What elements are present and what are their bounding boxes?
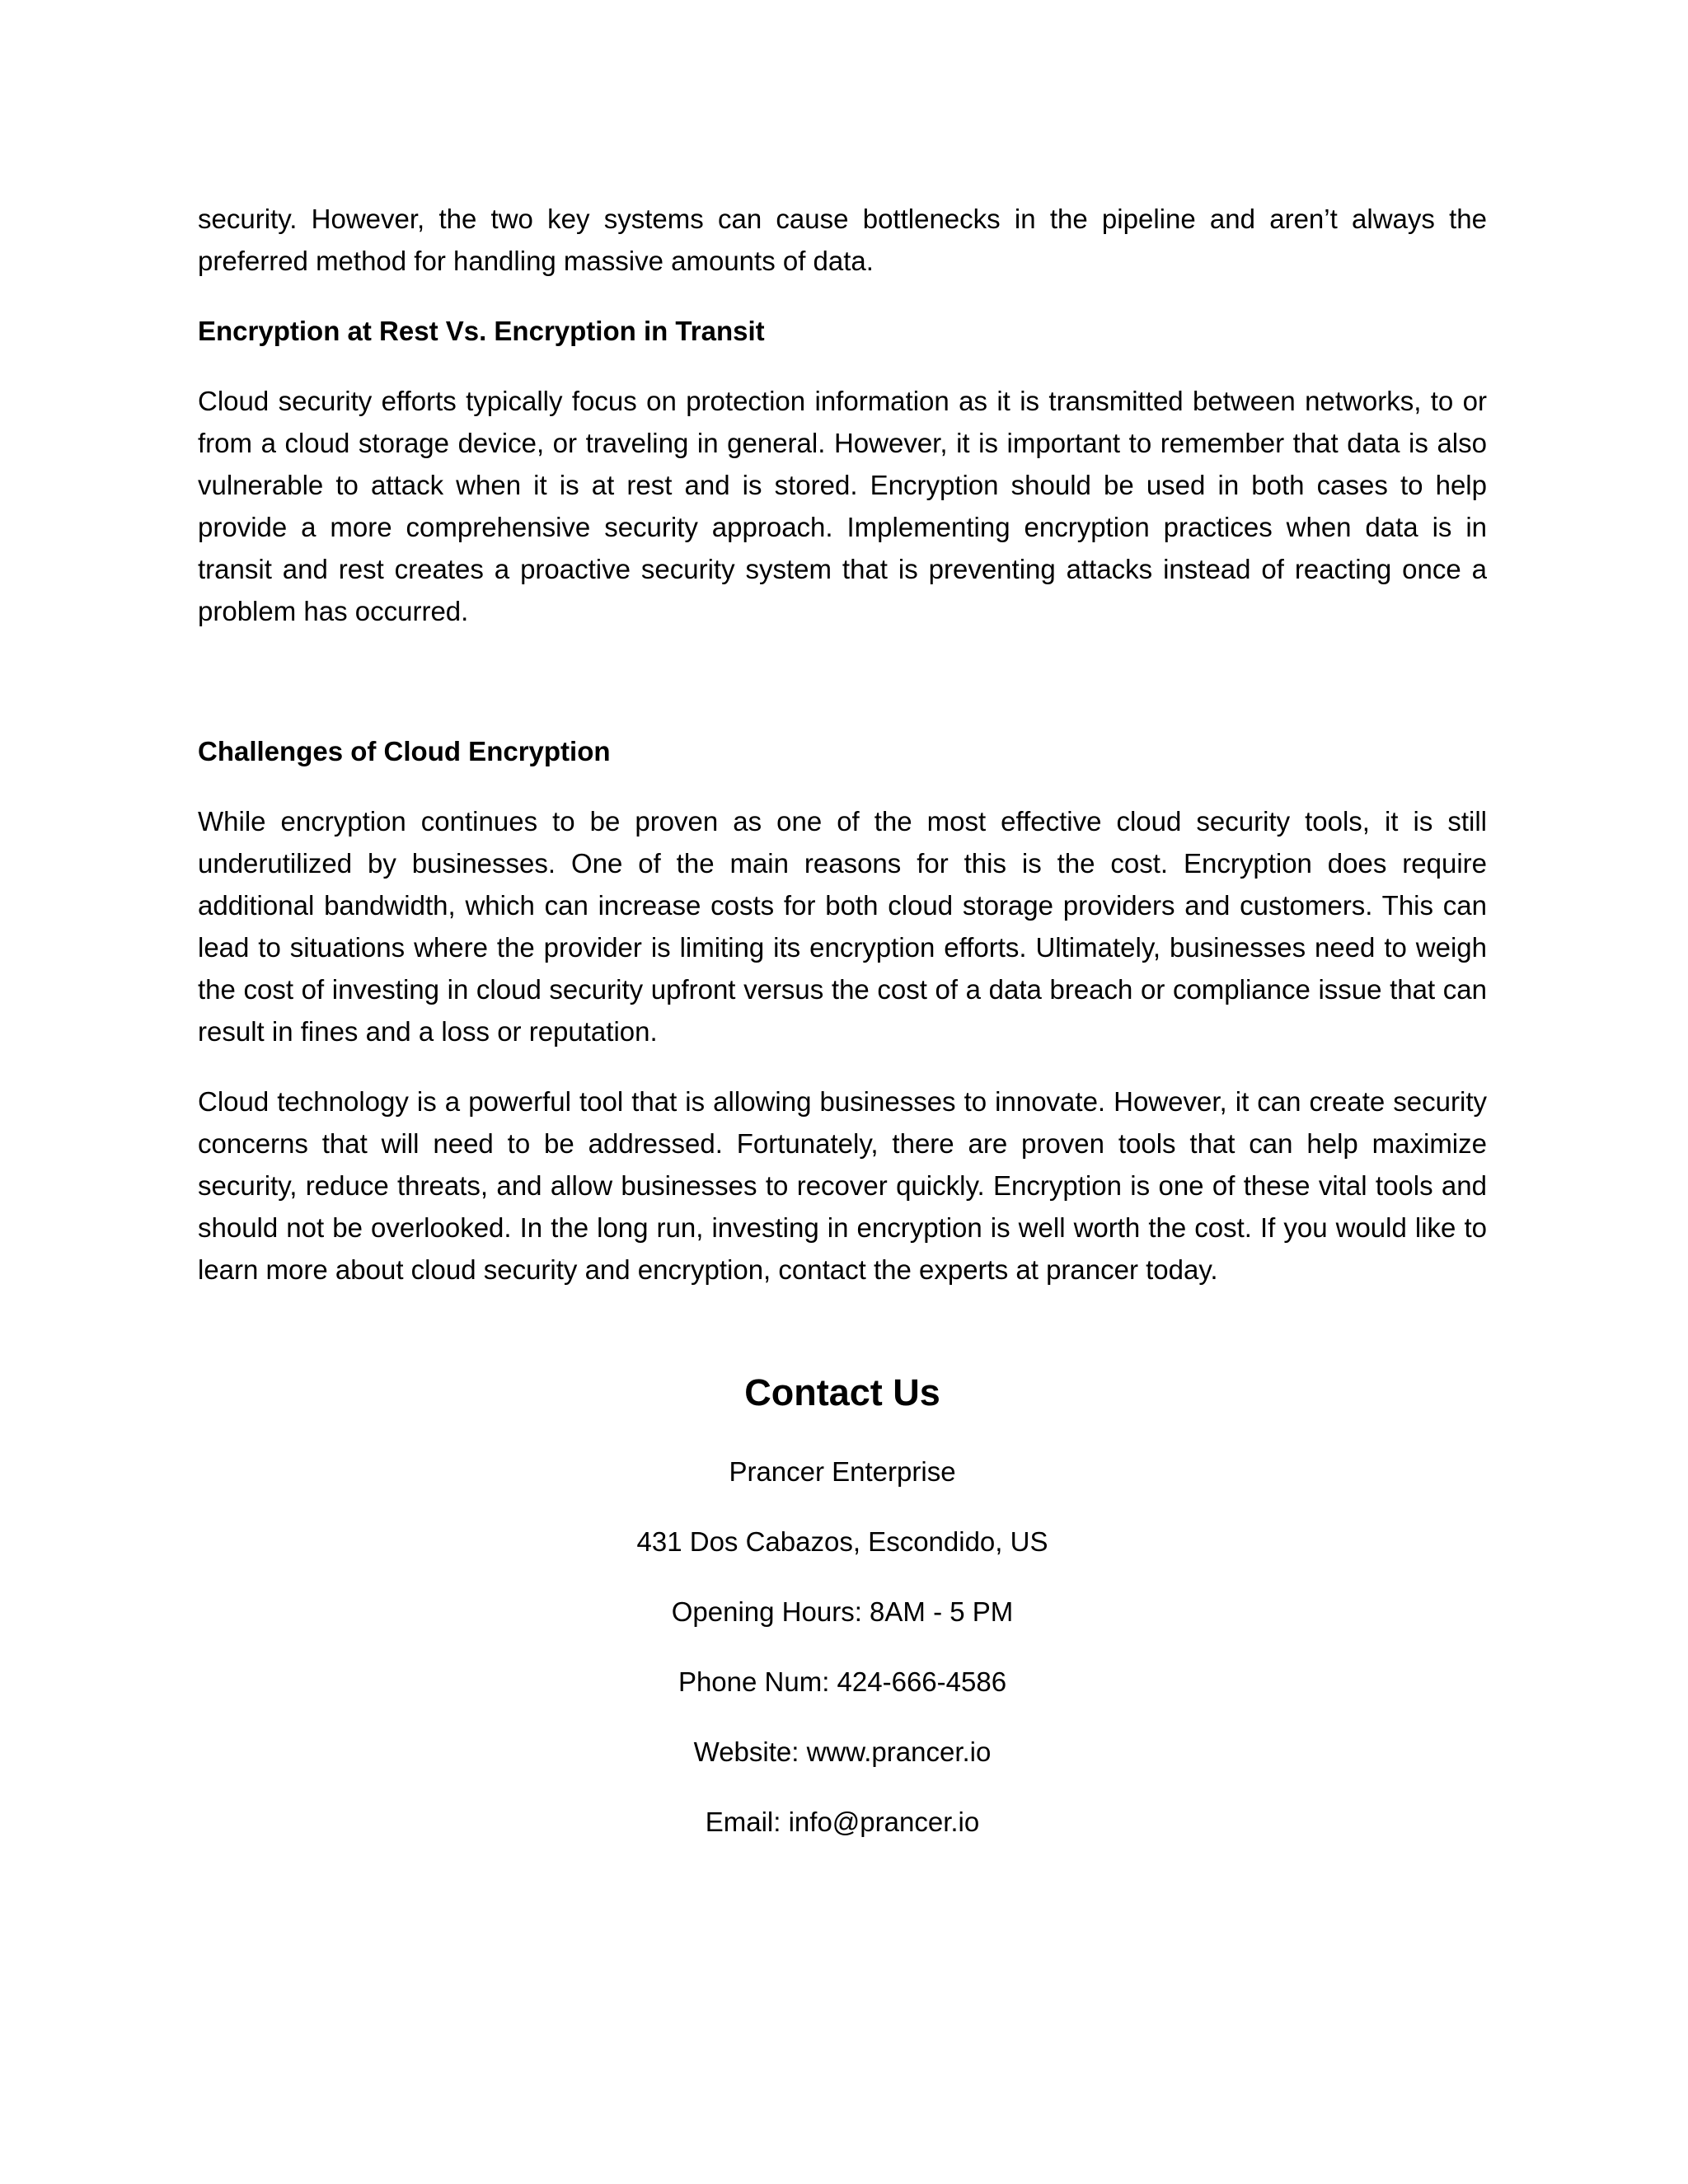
heading-rest-vs-transit: Encryption at Rest Vs. Encryption in Transit [198, 316, 765, 346]
challenges-paragraph: While encryption continues to be proven as one of the most effective cloud security tools, it is still underutilized by businesses. One of the main reasons for this is the cost. Encryption does require additional bandwidth, which can increase costs for both cloud storage providers and customers. This can lead to situations where the provider is limiting its encryption efforts. Ultimately, businesses need to weigh the cost of investing in cloud security upfront versus the cost of a data breach or compliance issue that can result in fines and a loss or reputation. [198, 806, 1487, 1047]
contact-company: Prancer Enterprise [729, 1456, 956, 1487]
contact-address: 431 Dos Cabazos, Escondido, US [636, 1526, 1048, 1557]
document-page [198, 198, 1487, 1871]
heading-challenges: Challenges of Cloud Encryption [198, 736, 611, 766]
contact-email: Email: info@prancer.io [705, 1807, 980, 1837]
contact-phone: Phone Num: 424-666-4586 [678, 1666, 1007, 1697]
contact-hours: Opening Hours: 8AM - 5 PM [671, 1596, 1014, 1627]
intro-paragraph: security. However, the two key systems can cause bottlenecks in the pipeline and aren’t always the preferred method for handling massive amounts of data. [198, 204, 1487, 276]
rest-transit-paragraph: Cloud security efforts typically focus on protection information as it is transmitted between networks, to or from a cloud storage device, or traveling in general. However, it is important to remember that data is also vulnerable to attack when it is at rest and is stored. Encryption should be used in both cases to help provide a more comprehensive security approach. Implementing encryption practices when data is in transit and rest creates a proactive security system that is preventing attacks instead of reacting once a problem has occurred. [198, 386, 1487, 626]
section-spacer [198, 660, 1487, 730]
contact-website: Website: www.prancer.io [693, 1736, 992, 1767]
conclusion-paragraph: Cloud technology is a powerful tool that is allowing businesses to innovate. However, it can create security concerns that will need to be addressed. Fortunately, there are proven tools that can help maximize security, reduce threats, and allow businesses to recover quickly. Encryption is one of these vital tools and should not be overlooked. In the long run, investing in encryption is well worth the cost. If you would like to learn more about cloud security and encryption, contact the experts at prancer today. [198, 1086, 1487, 1285]
contact-section [198, 1368, 1487, 1843]
contact-title: Contact Us [744, 1371, 940, 1413]
